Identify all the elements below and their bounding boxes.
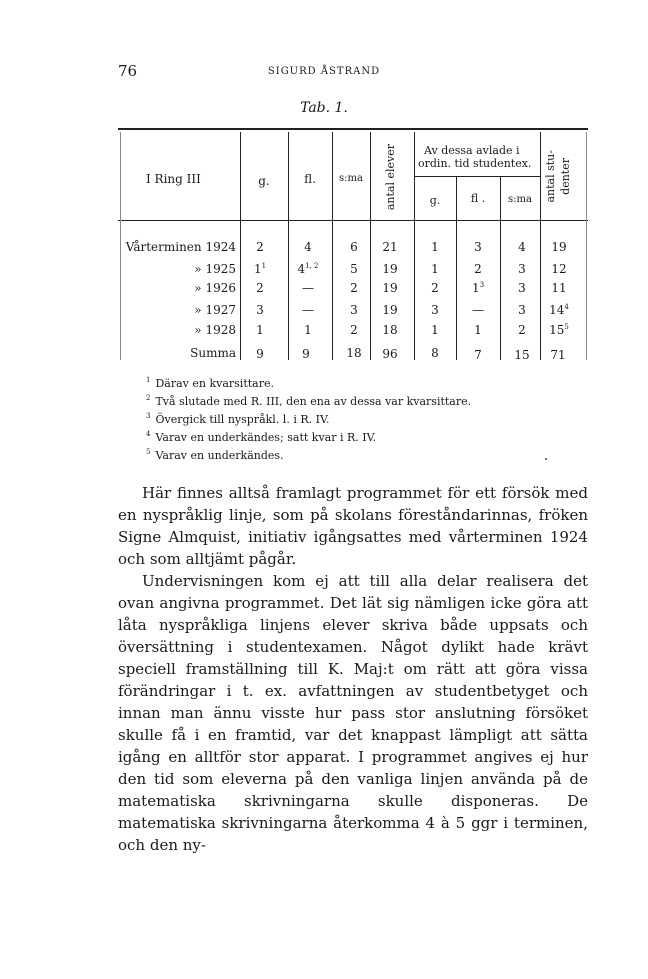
footnote: $^2$ Två slutade med R. III, den ena av dessa var kvarsittare. xyxy=(146,394,472,408)
footnote-marker: 1 xyxy=(261,262,267,270)
cell-sub-g: 3 xyxy=(431,303,439,317)
summa-sub-g: 8 xyxy=(431,346,439,360)
cell-sma: 2 xyxy=(350,323,358,337)
row-label: » 1925 xyxy=(194,262,236,276)
cell-studenter: 11 xyxy=(551,281,567,295)
cell-g: 1 xyxy=(256,323,264,337)
footnote: $^5$ Varav en underkändes. xyxy=(146,448,284,462)
header-fl: fl. xyxy=(304,172,316,186)
footnote: $^4$ Varav en underkändes; satt kvar i R. IV. xyxy=(146,430,377,444)
cell-g: 3 xyxy=(256,303,264,317)
cell-sub-fl: 2 xyxy=(474,262,482,276)
paragraph: Här finnes alltså framlagt programmet för ett försök med en nyspråklig linje, som på skolans föreståndarinnas, fröken Signe Almquist, initiativ igångsattes med vårterminen 1924 och som alltjämt pågår. xyxy=(118,484,588,568)
footnote: $^1$ Därav en kvarsittare. xyxy=(146,376,274,390)
header-ring: I Ring III xyxy=(146,172,201,186)
cell-elever: 21 xyxy=(382,240,398,254)
cell-studenter: 19 xyxy=(551,240,567,254)
table-title: Tab. 1. xyxy=(300,100,348,116)
cell-sma: 5 xyxy=(350,262,358,276)
row-label: » 1927 xyxy=(194,303,236,317)
summa-g: 9 xyxy=(256,347,264,361)
col-rule xyxy=(370,132,371,360)
cell-elever: 19 xyxy=(382,281,398,295)
cell-sub-sma: 3 xyxy=(518,303,526,317)
page-number: 76 xyxy=(118,62,138,80)
header-bottom-rule xyxy=(118,220,588,221)
row-label: » 1928 xyxy=(194,323,236,337)
col-rule xyxy=(586,132,587,360)
cell-sub-fl: 1 xyxy=(474,323,482,337)
cell-g: 2 xyxy=(256,240,264,254)
header-g: g. xyxy=(258,174,270,188)
cell-sub-sma: 3 xyxy=(518,262,526,276)
cell-studenter: $14^4$ xyxy=(549,303,569,317)
footnote-marker: 4 xyxy=(564,303,569,311)
header-antal-elever: antal elever xyxy=(384,144,397,211)
cell-sub-g: 1 xyxy=(431,262,439,276)
body-text xyxy=(118,482,588,856)
cell-elever: 19 xyxy=(382,262,398,276)
cell-sub-fl: $1^3$ xyxy=(471,281,485,295)
subheader-fl: fl . xyxy=(470,192,486,205)
col-rule xyxy=(540,132,541,360)
cell-g: $1^1$ xyxy=(253,262,267,276)
cell-elever: 19 xyxy=(382,303,398,317)
subheader-sma: s:ma xyxy=(508,194,532,205)
row-label: Vårterminen 1924 xyxy=(125,240,236,254)
col-rule xyxy=(456,176,457,360)
cell-fl: 1 xyxy=(304,323,312,337)
summa-elever: 96 xyxy=(382,347,398,361)
cell-fl: — xyxy=(302,281,314,295)
subheader-g: g. xyxy=(429,194,441,207)
summa-label: Summa xyxy=(190,346,236,360)
cell-fl: 4 xyxy=(304,240,312,254)
cell-sma: 2 xyxy=(350,281,358,295)
footnote-marker: 3 xyxy=(479,281,485,289)
col-rule xyxy=(240,132,241,360)
cell-sub-g: 1 xyxy=(431,240,439,254)
row-label: » 1926 xyxy=(194,281,236,295)
cell-sub-sma: 3 xyxy=(518,281,526,295)
col-rule xyxy=(500,176,501,360)
header-studenter-line1: antal stu- xyxy=(544,150,557,203)
cell-fl: 4$^{1, 2}$ xyxy=(297,262,319,276)
footnote-marker: 1, 2 xyxy=(305,262,319,270)
cell-sma: 6 xyxy=(350,240,358,254)
cell-g: 2 xyxy=(256,281,264,295)
summa-sub-sma: 15 xyxy=(514,348,530,362)
cell-sub-fl: — xyxy=(472,303,484,317)
summa-sma: 18 xyxy=(346,346,362,360)
cell-fl: — xyxy=(302,303,314,317)
col-rule xyxy=(288,132,289,360)
cell-studenter: $15^5$ xyxy=(549,323,569,337)
cell-sub-sma: 4 xyxy=(518,240,526,254)
cell-sub-fl: 3 xyxy=(474,240,482,254)
paragraph: Undervisningen kom ej att till alla delar realisera det ovan angivna programmet. Det lät sig nämligen icke göra att låta nyspråkliga linjens elever skriva både uppsats och översättning i studentexamen. Något dylikt hade krävt speciell framställning till K. Maj:t om rätt att göra vissa förändringar i t. ex. avfattningen av studentbetyget och innan man ännu visste hur pass stor anslutning försöket skulle få i en framtid, var det knappast lämpligt att sätta igång en alltför stor apparat. I programmet angives ej hur den tid som eleverna på den vanliga linjen använda på de matematiska skrivningarna skulle disponeras. De matematiska skrivningarna återkomma 4 à 5 ggr i terminen, och den ny- xyxy=(118,572,588,854)
footnote-marker: 5 xyxy=(564,323,569,331)
cell-sub-g: 1 xyxy=(431,323,439,337)
header-group-line1: Av dessa avlade i xyxy=(424,144,520,157)
header-group-line2: ordin. tid studentex. xyxy=(418,157,532,170)
col-rule xyxy=(414,132,415,360)
print-speck xyxy=(545,458,547,460)
footnote: $^3$ Övergick till nyspråkl. l. i R. IV. xyxy=(146,412,330,426)
table-top-rule xyxy=(118,128,588,130)
header-sma: s:ma xyxy=(339,173,363,184)
cell-studenter: 12 xyxy=(551,262,567,276)
cell-sub-g: 2 xyxy=(431,281,439,295)
cell-sma: 3 xyxy=(350,303,358,317)
col-rule xyxy=(332,132,333,360)
running-head: SIGURD ÅSTRAND xyxy=(267,66,381,77)
summa-fl: 9 xyxy=(302,347,310,361)
statistics-table xyxy=(118,128,588,368)
summa-sub-fl: 7 xyxy=(474,348,482,362)
cell-elever: 18 xyxy=(382,323,398,337)
cell-sub-sma: 2 xyxy=(518,323,526,337)
subheader-rule xyxy=(414,176,540,177)
header-studenter-line2: denter xyxy=(559,158,572,195)
summa-studenter: 71 xyxy=(550,348,566,362)
